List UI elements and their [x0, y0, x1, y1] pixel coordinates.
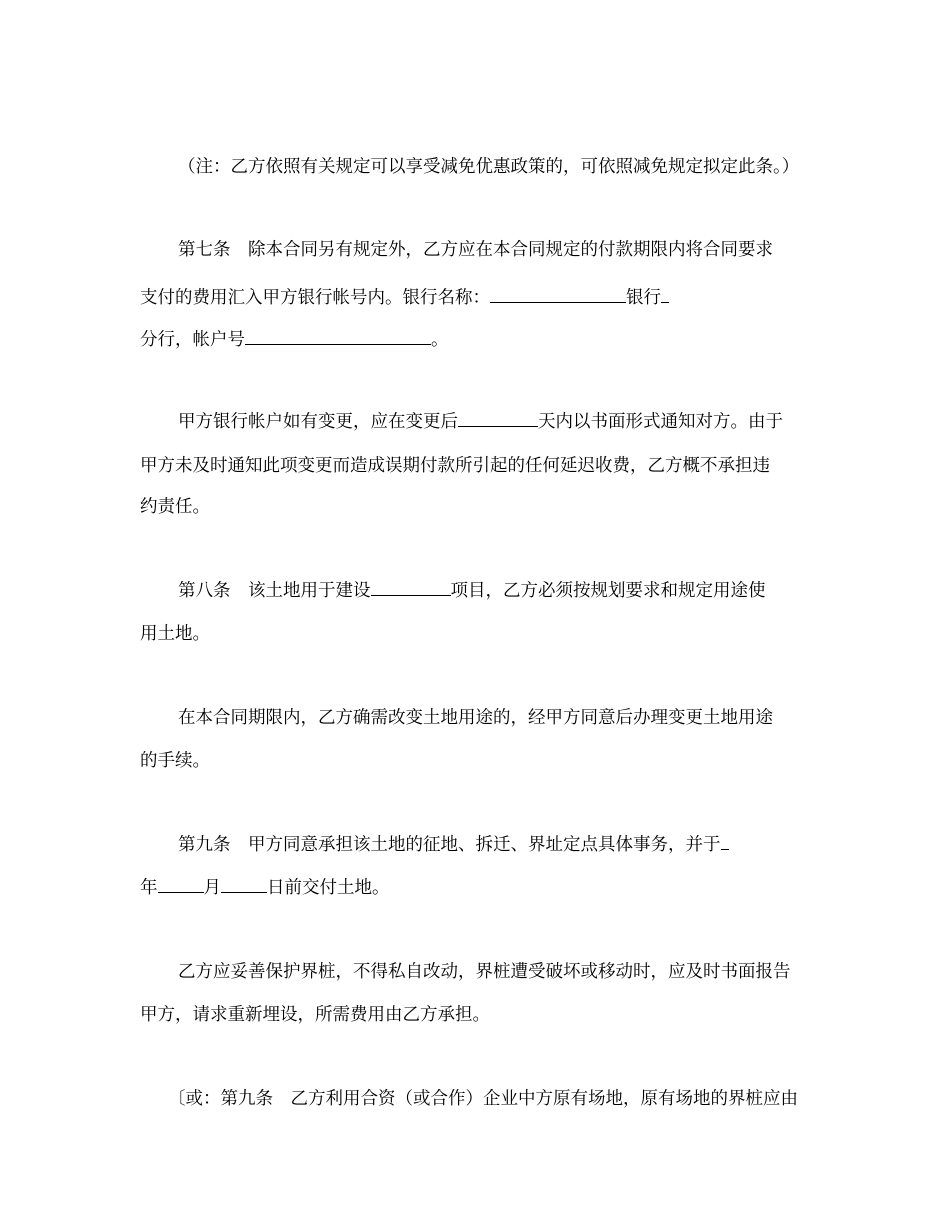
article-7-text-2a: 支付的费用汇入甲方银行帐号内。银行名称： — [140, 288, 490, 308]
note-text: （注：乙方依照有关规定可以享受减免优惠政策的，可依照减免规定拟定此条。） — [178, 157, 800, 177]
use-change-line-2 — [140, 749, 950, 773]
article-7-line-1 — [178, 238, 950, 262]
alt-article-9-line-1 — [168, 1087, 950, 1111]
article-9-text-2c: 日前交付土地。 — [267, 878, 390, 898]
use-change-line-1 — [178, 706, 950, 730]
article-8-text-2: 用土地。 — [140, 624, 210, 644]
article-9-text-2a: 年 — [140, 878, 158, 898]
bank-change-line-3 — [140, 495, 950, 519]
bank-change-line-1 — [178, 410, 950, 434]
boundary-text-2: 甲方，请求重新埋设，所需费用由乙方承担。 — [140, 1005, 490, 1025]
project-name-blank — [371, 579, 451, 596]
article-7-line-3 — [140, 328, 950, 352]
article-9-line-2 — [140, 876, 950, 900]
article-7-text-1: 第七条 除本合同另有规定外，乙方应在本合同规定的付款期限内将合同要求 — [178, 240, 773, 260]
bank-change-text-3: 约责任。 — [140, 497, 210, 517]
article-7-text-2b: 银行 — [626, 288, 661, 308]
article-7-text-3b: 。 — [431, 330, 449, 350]
article-8-text-1b: 项目，乙方必须按规划要求和规定用途使 — [450, 581, 766, 601]
bank-change-line-2 — [140, 454, 950, 478]
boundary-line-1 — [178, 960, 950, 984]
article-8-line-2 — [140, 622, 950, 646]
note-paragraph — [178, 155, 950, 179]
boundary-text-1: 乙方应妥善保护界桩，不得私自改动，界桩遭受破坏或移动时，应及时书面报告 — [178, 962, 791, 982]
article-9-line-1 — [178, 833, 950, 857]
use-change-text-2: 的手续。 — [140, 751, 210, 771]
delivery-day-blank — [221, 876, 267, 893]
use-change-text-1: 在本合同期限内，乙方确需改变土地用途的，经甲方同意后办理变更土地用途 — [178, 708, 773, 728]
bank-change-text-1b: 天内以书面形式通知对方。由于 — [538, 412, 783, 432]
alt-article-9-text-1: 〔或：第九条 乙方利用合资（或合作）企业中方原有场地，原有场地的界桩应由 — [168, 1089, 798, 1109]
bank-change-text-2: 甲方未及时通知此项变更而造成误期付款所引起的任何延迟收费，乙方概不承担违 — [140, 456, 770, 476]
delivery-year-blank — [721, 833, 729, 850]
article-8-text-1a: 第八条 该土地用于建设 — [178, 581, 371, 601]
bank-name-blank — [490, 286, 626, 303]
bank-change-text-1a: 甲方银行帐户如有变更，应在变更后 — [178, 412, 458, 432]
account-number-blank — [245, 328, 431, 345]
article-9-text-2b: 月 — [203, 878, 221, 898]
bank-branch-blank — [661, 286, 669, 303]
article-7-text-3a: 分行，帐户号 — [140, 330, 245, 350]
notice-days-blank — [458, 410, 538, 427]
article-9-text-1a: 第九条 甲方同意承担该土地的征地、拆迁、界址定点具体事务，并于 — [178, 835, 721, 855]
article-7-line-2 — [140, 286, 950, 310]
boundary-line-2 — [140, 1003, 950, 1027]
article-8-line-1 — [178, 579, 950, 603]
delivery-month-blank — [158, 876, 204, 893]
